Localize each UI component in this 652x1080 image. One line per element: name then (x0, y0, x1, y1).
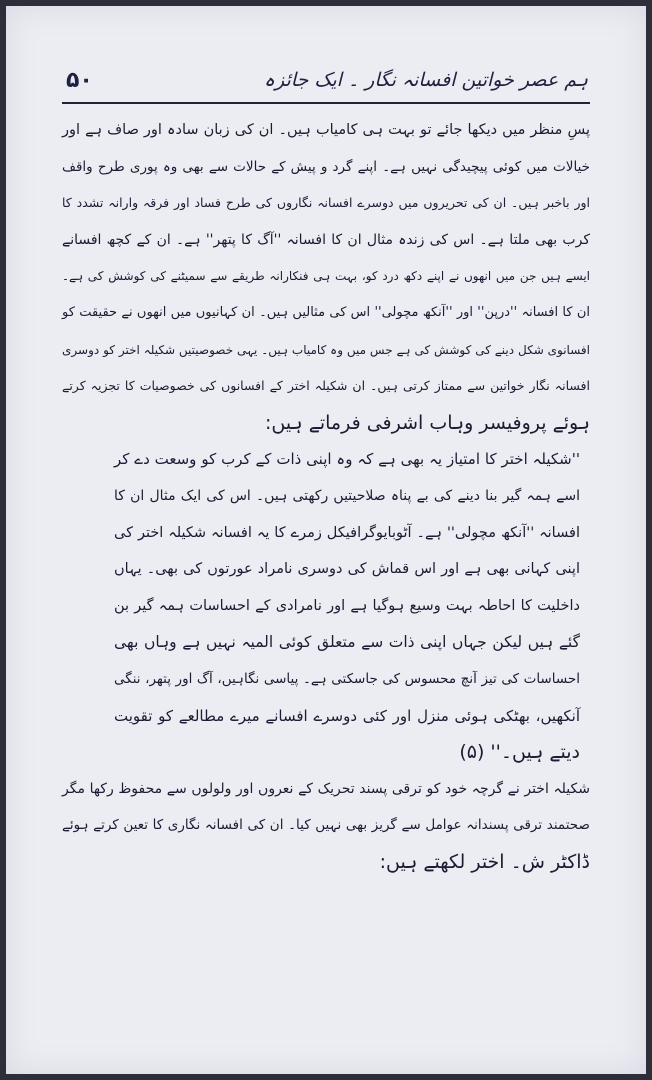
text-line: صحتمند ترقی پسندانہ عوامل سے گریز بھی نہیں کیا۔ ان کی افسانہ نگاری کا تعین کرتے ہوئے (62, 817, 590, 834)
block-quote (62, 441, 590, 770)
quote-line: احساسات کی تیز آنچ محسوس کی جاسکتی ہے۔ پیاسی نگاہیں، آگ اور پتھر، ننگی (114, 670, 580, 687)
text-line: شکیلہ اختر نے گرچہ خود کو ترقی پسند تحریک کے نعروں اور ولولوں سے محفوظ رکھا مگر (62, 780, 590, 797)
text-line: خیالات میں کوئی پیچیدگی نہیں ہے۔ اپنے گرد و پیش کے حالات سے بھی وہ پوری طرح واقف (62, 158, 590, 175)
quote-line: اسے ہمہ گیر بنا دینے کی بے پناہ صلاحیتیں رکھتی ہیں۔ اس کی ایک مثال ان کا (114, 487, 580, 504)
quote-line: ''شکیلہ اختر کا امتیاز یہ بھی ہے کہ وہ اپنی ذات کے کرب کو وسعت دے کر (114, 450, 580, 469)
text-line: ہوئے پروفیسر وہاب اشرفی فرماتے ہیں: (264, 411, 590, 434)
text-line: افسانہ نگار خواتین سے ممتاز کرتی ہیں۔ ان شکیلہ اختر کے افسانوں کی خصوصیات کا تجزیہ کرتے (62, 378, 590, 394)
quote-line: آنکھیں، بھٹکی ہوئی منزل اور کئی دوسرے افسانے میرے مطالعے کو تقویت (114, 706, 580, 725)
text-line: اور باخبر ہیں۔ ان کی تحریروں میں دوسرے افسانہ نگاروں کی طرح فساد اور فرقہ وارانہ تشدد کا (62, 195, 590, 211)
book-title: ہم عصر خواتین افسانہ نگار ۔ ایک جائزہ (263, 69, 588, 91)
text-line: ان کا افسانہ ''درپن'' اور ''آنکھ مچولی'' اس کی مثالیں ہیں۔ ان کہانیوں میں انھوں نے حقیقت کو (62, 304, 590, 320)
running-header (66, 60, 588, 100)
page-body (62, 112, 590, 880)
paragraph-2 (62, 771, 590, 881)
page-number: ۵۰ (66, 67, 93, 93)
text-line: ڈاکٹر ش۔ اختر لکھتے ہیں: (379, 850, 590, 873)
text-line: افسانوی شکل دینے کی کوشش کی ہے جس میں وہ کامیاب ہیں۔ یہی خصوصیتیں شکیلہ اختر کو دوسری (62, 342, 590, 357)
header-divider (62, 102, 590, 104)
quote-line: داخلیت کا احاطہ بہت وسیع ہوگیا ہے اور نامرادی کے احساسات ہمہ گیر بن (114, 597, 580, 614)
paragraph-1 (62, 112, 590, 441)
text-line: ایسے ہیں جن میں انھوں نے اپنے دکھ درد کو، بہت ہی فنکارانہ طریقے سے سمیٹنے کی کوشش کی ہے۔ (62, 269, 590, 284)
text-line: کرب بھی ملتا ہے۔ اس کی زندہ مثال ان کا افسانہ ''آگ کا پتھر'' ہے۔ ان کے کچھ افسانے (62, 231, 590, 248)
quote-line: افسانہ ''آنکھ مچولی'' ہے۔ آٹوبایوگرافیکل زمرے کا یہ افسانہ شکیلہ اختر کی (114, 524, 580, 541)
text-line: پسِ منظر میں دیکھا جائے تو بہت ہی کامیاب ہیں۔ ان کی زبان سادہ اور صاف ہے اور (62, 122, 590, 138)
quote-line: اپنی کہانی بھی ہے اور اس قماش کی دوسری نامراد عورتوں کی بھی۔ یہاں (114, 561, 580, 578)
quote-line: دیتے ہیں۔'' (۵) (459, 741, 580, 764)
quote-line: گئے ہیں لیکن جہاں اپنی ذات سے متعلق کوئی المیہ نہیں ہے وہاں بھی (114, 633, 580, 652)
book-page (6, 6, 646, 1074)
